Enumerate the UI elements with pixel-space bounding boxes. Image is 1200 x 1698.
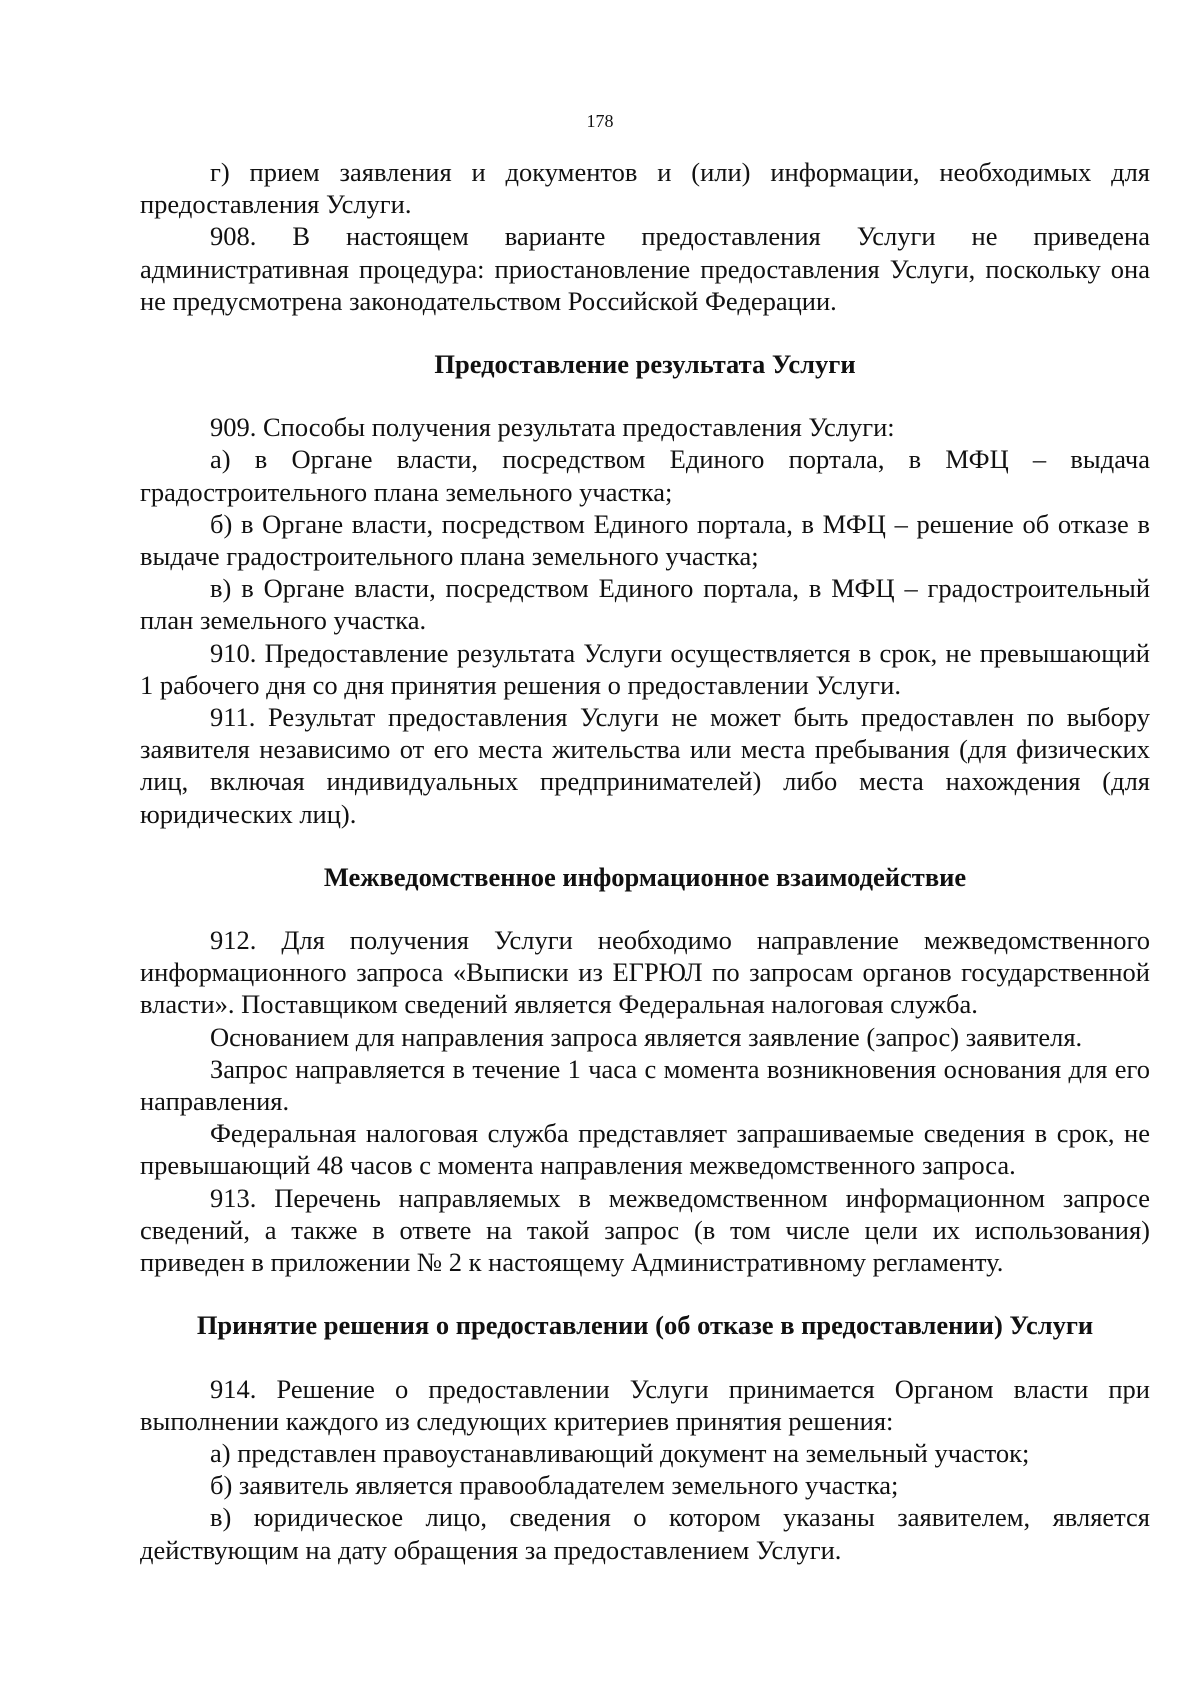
paragraph-item-g: г) прием заявления и документов и (или) информации, необходимых для предоставления Услуги. [140, 157, 1150, 220]
paragraph-909: 909. Способы получения результата предоставления Услуги: [210, 412, 895, 443]
paragraph-908: 908. В настоящем варианте предоставления Услуги не приведена административная процедура: приостановление предоставления Услуги, поскольку она не предусмотрена законодательством Российской Федерации. [140, 221, 1150, 316]
paragraph-913: 913. Перечень направляемых в межведомственном информационном запросе сведений, а также в ответе на такой запрос (в том числе цели их использования) приведен в приложении № 2 к настоящему Административному регламенту. [140, 1182, 1150, 1278]
paragraph-912-response: Федеральная налоговая служба представляет запрашиваемые сведения в срок, не превышающий 48 часов с момента направления межведомственного запроса. [140, 1118, 1150, 1181]
paragraph-909-b: б) в Органе власти, посредством Единого портала, в МФЦ – решение об отказе в выдаче градостроительного плана земельного участка; [140, 508, 1150, 572]
paragraph-912-basis: Основанием для направления запроса является заявление (запрос) заявителя. [210, 1021, 1083, 1052]
paragraph-912-timing: Запрос направляется в течение 1 часа с момента возникновения основания для его направления. [140, 1053, 1150, 1117]
document-body [140, 156, 1150, 1566]
section-heading-result: Предоставление результата Услуги [434, 349, 856, 380]
section-heading-decision: Принятие решения о предоставлении (об отказе в предоставлении) Услуги [196, 1310, 1094, 1341]
paragraph-914-b: б) заявитель является правообладателем земельного участка; [210, 1470, 899, 1501]
paragraph-914-a: а) представлен правоустанавливающий документ на земельный участок; [210, 1437, 1030, 1468]
paragraph-909-v: в) в Органе власти, посредством Единого портала, в МФЦ – градостроительный план земельного участка. [140, 573, 1150, 636]
paragraph-909-a: а) в Органе власти, посредством Единого портала, в МФЦ – выдача градостроительного плана земельного участка; [140, 444, 1150, 507]
paragraph-914-v: в) юридическое лицо, сведения о котором указаны заявителем, является действующим на дату обращения за предоставлением Услуги. [140, 1502, 1150, 1565]
paragraph-911: 911. Результат предоставления Услуги не может быть предоставлен по выбору заявителя независимо от его места жительства или места пребывания (для физических лиц, включая индивидуальных предпринимателей) либо места нахождения (для юридических лиц). [140, 702, 1150, 829]
paragraph-910: 910. Предоставление результата Услуги осуществляется в срок, не превышающий 1 рабочего дня со дня принятия решения о предоставлении Услуги. [140, 637, 1150, 700]
paragraph-912: 912. Для получения Услуги необходимо направление межведомственного информационного запроса «Выписки из ЕГРЮЛ по запросам органов государственной власти». Поставщиком сведений является Федеральная налоговая служба. [140, 925, 1150, 1020]
paragraph-914: 914. Решение о предоставлении Услуги принимается Органом власти при выполнении каждого из следующих критериев принятия решения: [140, 1373, 1150, 1436]
section-heading-interagency: Межведомственное информационное взаимодействие [323, 861, 967, 892]
page-number: 178 [586, 111, 614, 131]
